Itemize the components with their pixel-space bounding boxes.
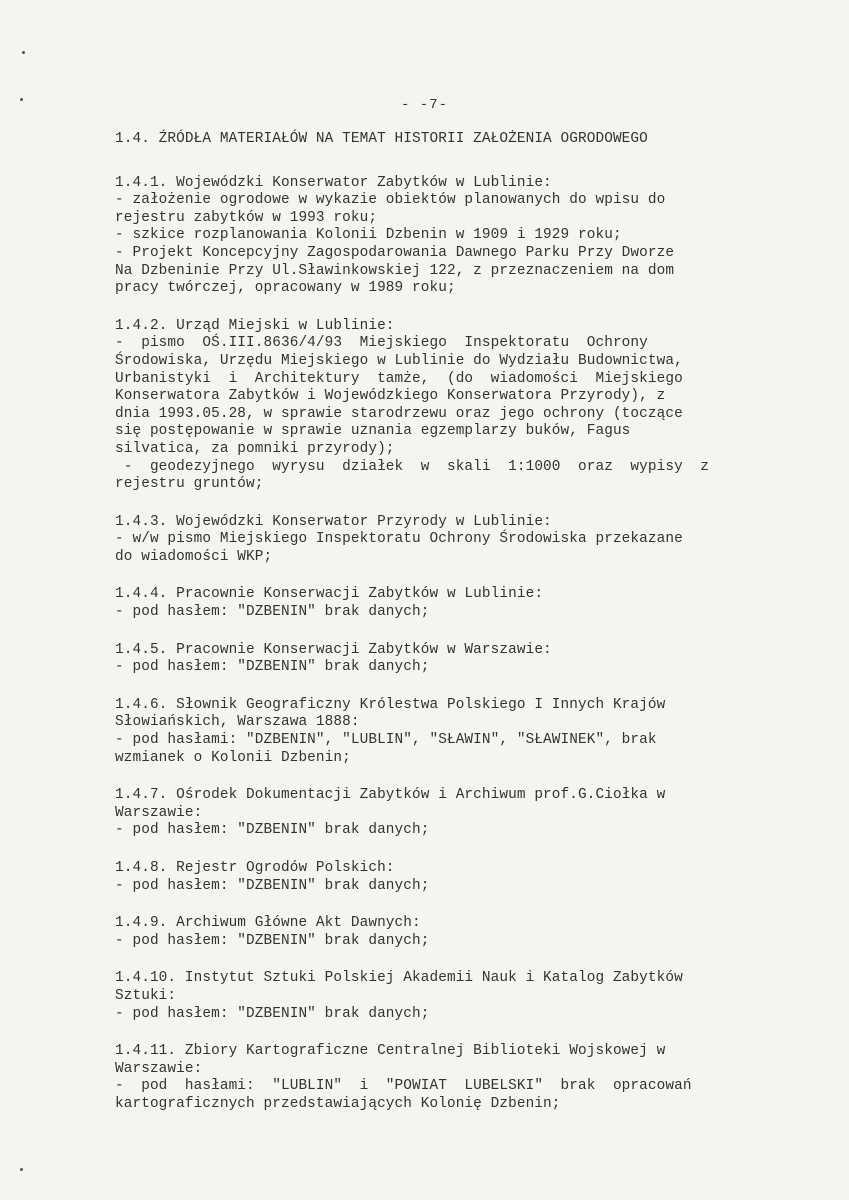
page-number: - -7-: [400, 97, 448, 113]
source-entry-line: silvatica, za pomniki przyrody);: [115, 440, 395, 457]
source-entry-title: 1.4.5. Pracownie Konserwacji Zabytków w Warszawie:: [115, 641, 552, 658]
source-entry-title: 1.4.9. Archiwum Główne Akt Dawnych:: [115, 915, 421, 932]
source-entry-line: - pod hasłem: "DZBENIN" brak danych;: [115, 822, 430, 839]
source-entry-title: 1.4.3. Wojewódzki Konserwator Przyrody w Lublinie:: [115, 513, 552, 530]
source-entry-line: rejestru gruntów;: [115, 476, 264, 493]
source-entry-line: Warszawie:: [115, 804, 203, 821]
source-entry-line: kartograficznych przedstawiających Kolonię Dzbenin;: [115, 1095, 561, 1112]
source-entry-line: Konserwatora Zabytków i Wojewódzkiego Konserwatora Przyrody), z: [115, 388, 666, 405]
source-entry: [115, 586, 765, 621]
source-entry-line: - pod hasłem: "DZBENIN" brak danych;: [115, 659, 430, 676]
source-entry-line: - Projekt Koncepcyjny Zagospodarowania Dawnego Parku Przy Dworze: [115, 244, 675, 261]
source-entry-line: - pod hasłami: "LUBLIN" i "POWIAT LUBELSKI" brak opracowań: [115, 1078, 692, 1095]
sources-list: [115, 175, 765, 1114]
scan-speck: [22, 51, 25, 54]
scan-speck: [20, 1168, 23, 1171]
source-entry-line: - pod hasłem: "DZBENIN" brak danych;: [115, 1005, 430, 1022]
source-entry-title: 1.4.8. Rejestr Ogrodów Polskich:: [115, 860, 395, 876]
section-heading: 1.4. ŹRÓDŁA MATERIAŁÓW NA TEMAT HISTORII ZAŁOŻENIA OGRODOWEGO: [115, 131, 648, 147]
source-entry: [115, 1043, 765, 1113]
source-entry-line: pracy twórczej, opracowany w 1989 roku;: [115, 280, 456, 297]
source-entry: [115, 175, 765, 298]
source-entry-line: się postępowanie w sprawie uznania egzemplarzy buków, Fagus: [115, 423, 631, 440]
source-entry-title: 1.4.7. Ośrodek Dokumentacji Zabytków i Archiwum prof.G.Ciołka w: [115, 787, 666, 804]
source-entry-line: Na Dzbeninie Przy Ul.Sławinkowskiej 122, z przeznaczeniem na dom: [115, 262, 675, 279]
source-entry-line: Sztuki:: [115, 987, 177, 1004]
source-entry-title: 1.4.4. Pracownie Konserwacji Zabytków w Lublinie:: [115, 586, 544, 603]
source-entry-line: - pod hasłem: "DZBENIN" brak danych;: [115, 877, 430, 894]
source-entry: [115, 860, 765, 895]
source-entry-line: Urbanistyki i Architektury tamże, (do wiadomości Miejskiego: [115, 370, 683, 387]
source-entry-line: - pismo OŚ.III.8636/4/93 Miejskiego Inspektoratu Ochrony: [115, 335, 648, 352]
source-entry-line: do wiadomości WKP;: [115, 548, 273, 565]
source-entry-title: 1.4.1. Wojewódzki Konserwator Zabytków w Lublinie:: [115, 174, 552, 191]
source-entry-line: - w/w pismo Miejskiego Inspektoratu Ochrony Środowiska przekazane: [115, 531, 683, 548]
source-entry-line: - pod hasłem: "DZBENIN" brak danych;: [115, 932, 430, 949]
source-entry-line: - szkice rozplanowania Kolonii Dzbenin w 1909 i 1929 roku;: [115, 227, 622, 244]
source-entry-line: Warszawie:: [115, 1060, 203, 1077]
source-entry: [115, 787, 765, 840]
source-entry: [115, 642, 765, 677]
source-entry-line: - pod hasłami: "DZBENIN", "LUBLIN", "SŁAWIN", "SŁAWINEK", brak: [115, 732, 657, 749]
source-entry-line: - pod hasłem: "DZBENIN" brak danych;: [115, 604, 430, 621]
source-entry: [115, 697, 765, 767]
source-entry-line: wzmianek o Kolonii Dzbenin;: [115, 749, 351, 766]
source-entry: [115, 915, 765, 950]
source-entry-title: 1.4.10. Instytut Sztuki Polskiej Akademii Nauk i Katalog Zabytków: [115, 970, 683, 987]
source-entry-title: 1.4.6. Słownik Geograficzny Królestwa Polskiego I Innych Krajów: [115, 696, 666, 713]
source-entry-line: dnia 1993.05.28, w sprawie starodrzewu oraz jego ochrony (toczące: [115, 405, 683, 422]
source-entry-line: Środowiska, Urzędu Miejskiego w Lublinie do Wydziału Budownictwa,: [115, 352, 683, 369]
source-entry-line: - geodezyjnego wyrysu działek w skali 1:1000 oraz wypisy z: [115, 458, 710, 475]
source-entry-line: rejestru zabytków w 1993 roku;: [115, 209, 378, 226]
source-entry: [115, 514, 765, 567]
source-entry: [115, 318, 765, 494]
source-entry-title: 1.4.11. Zbiory Kartograficzne Centralnej Biblioteki Wojskowej w: [115, 1043, 666, 1060]
source-entry: [115, 970, 765, 1023]
source-entry-title: 1.4.2. Urząd Miejski w Lublinie:: [115, 317, 395, 334]
source-entry-line: - założenie ogrodowe w wykazie obiektów planowanych do wpisu do: [115, 192, 666, 209]
document-body: [115, 131, 765, 1134]
source-entry-line: Słowiańskich, Warszawa 1888:: [115, 714, 360, 731]
